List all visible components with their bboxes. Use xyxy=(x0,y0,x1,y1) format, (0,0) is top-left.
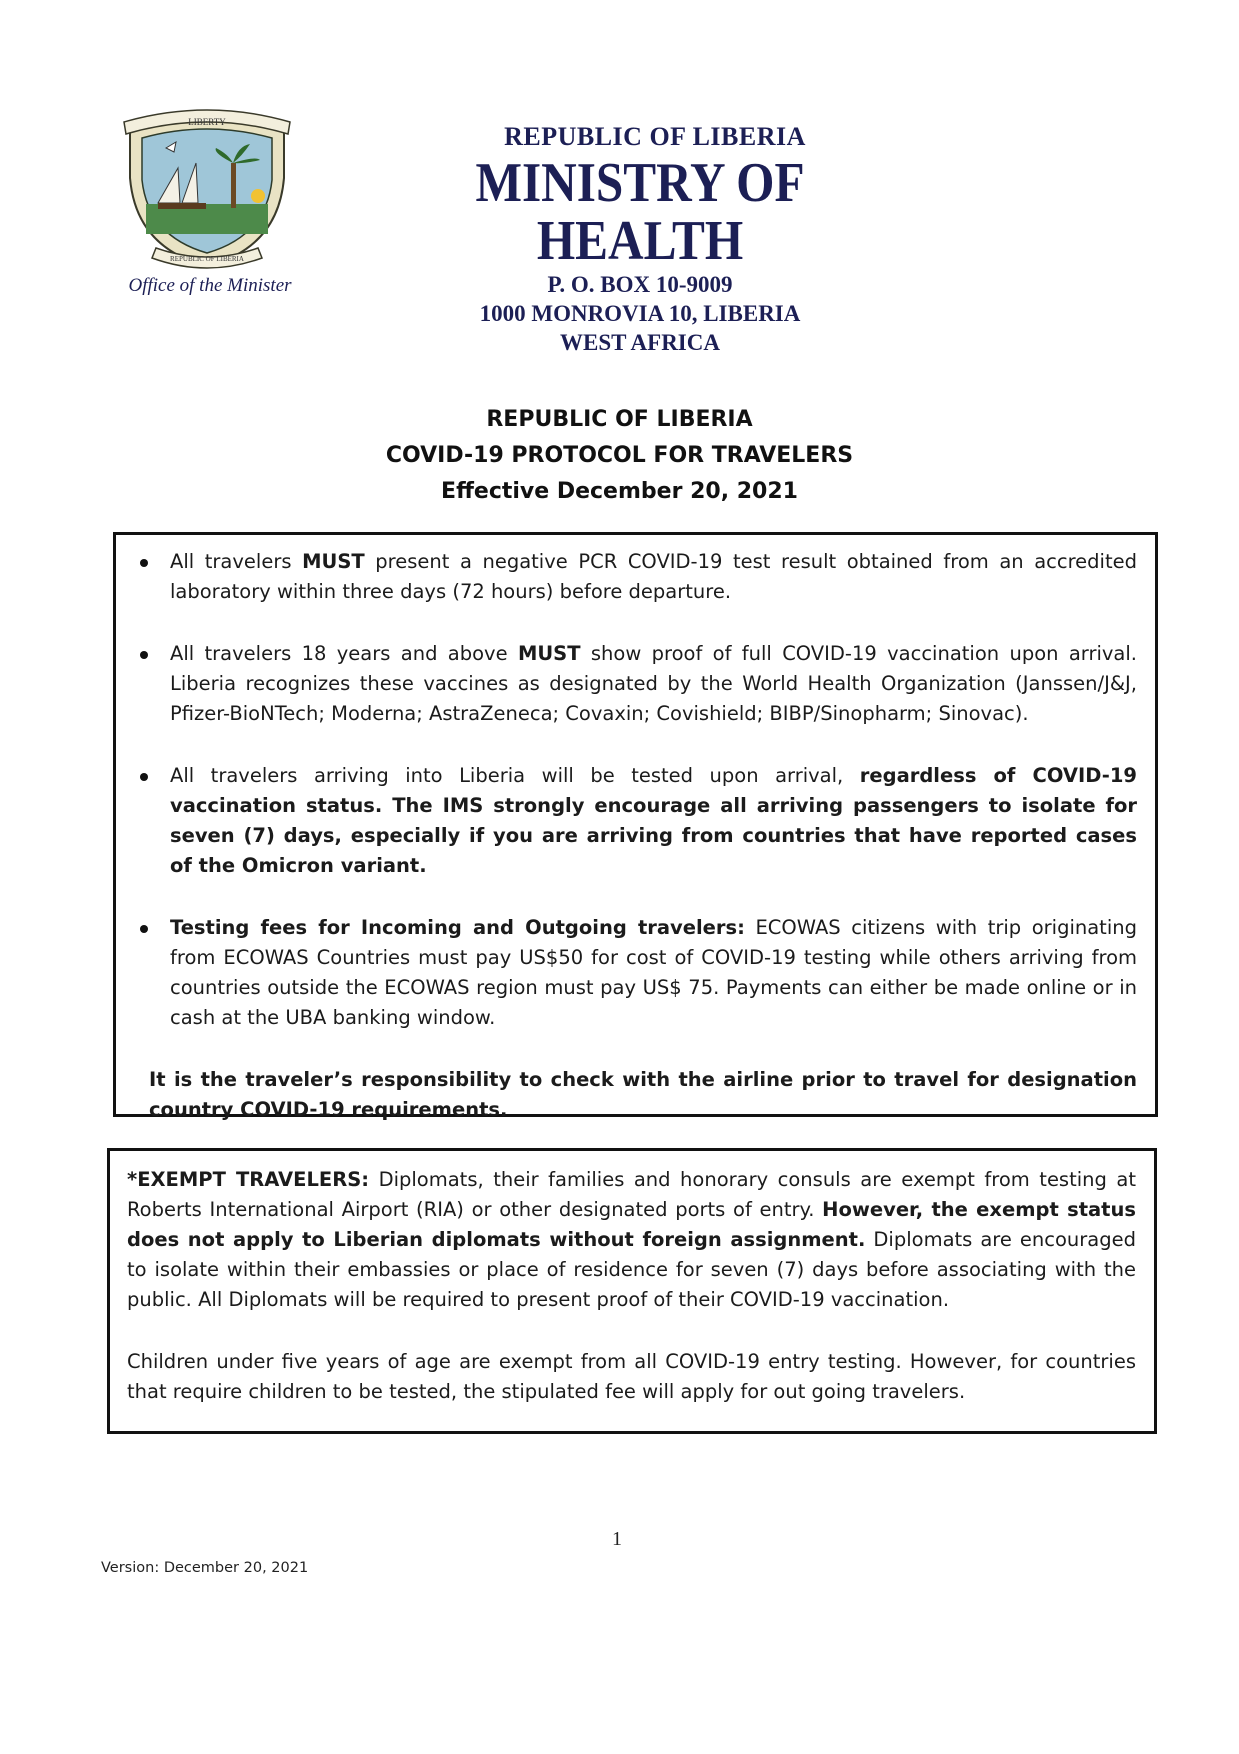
version-label: Version: December 20, 2021 xyxy=(101,1560,309,1576)
bullet-icon xyxy=(140,773,148,781)
liberia-seal-icon xyxy=(118,108,296,274)
office-of-minister-label: Office of the Minister xyxy=(128,275,292,296)
title-line-effective-date: Effective December 20, 2021 xyxy=(441,479,798,504)
protocol-box xyxy=(113,532,1158,1121)
exempt-travelers-box xyxy=(107,1148,1157,1434)
bullet-icon xyxy=(140,651,148,659)
letterhead-address-line: P. O. BOX 10-9009 xyxy=(547,272,733,297)
bullet-icon xyxy=(140,559,148,567)
traveler-responsibility-note: It is the traveler’s responsibility to check with the airline prior to travel for designation country COVID-19 requirements. xyxy=(149,1068,1137,1121)
list-item: All travelers MUST present a negative PCR COVID-19 test result obtained from an accredited laboratory within three days (72 hours) before departure. xyxy=(136,547,1137,607)
page-number: 1 xyxy=(612,1528,622,1550)
exempt-diplomats-paragraph: *EXEMPT TRAVELERS: Diplomats, their families and honorary consuls are exempt from testing at Roberts International Airport (RIA) or other designated ports of entry. However, the exempt status does not apply to Liberian diplomats without foreign assignment. Diplomats are encouraged to isolate within their embassies or place of residence for seven (7) days before associating with the public. All Diplomats will be required to present proof of their COVID-19 vaccination. xyxy=(127,1168,1136,1311)
bullet-icon xyxy=(140,925,148,933)
title-line-country: REPUBLIC OF LIBERIA xyxy=(486,407,753,432)
letterhead-ministry: MINISTRY OF HEALTH xyxy=(475,152,805,272)
list-item: All travelers arriving into Liberia will be tested upon arrival, regardless of COVID-19 vaccination status. The IMS strongly encourage all arriving passengers to isolate for seven (7) days, especially if you are arriving from countries that have reported cases of the Omicron variant. xyxy=(136,761,1137,881)
seal-text-top: LIBERTY xyxy=(188,117,226,127)
letterhead-country: REPUBLIC OF LIBERIA xyxy=(504,122,806,151)
list-item: Testing fees for Incoming and Outgoing travelers: ECOWAS citizens with trip originating from ECOWAS Countries must pay US$50 for cost of COVID-19 testing while others arriving from countries outside the ECOWAS region must pay US$ 75. Payments can either be made online or in cash at the UBA banking window. xyxy=(136,913,1137,1033)
letterhead xyxy=(330,122,950,357)
seal-text-bottom: REPUBLIC OF LIBERIA xyxy=(170,255,244,263)
document-title xyxy=(0,402,1239,510)
list-item: All travelers 18 years and above MUST show proof of full COVID-19 vaccination upon arrival. Liberia recognizes these vaccines as designated by the World Health Organization (Janssen/J&J, Pfizer-BioNTech; Moderna; AstraZeneca; Covaxin; Covishield; BIBP/Sinopharm; Sinovac). xyxy=(136,639,1137,729)
exempt-children-paragraph: Children under five years of age are exempt from all COVID-19 entry testing. However, for countries that require children to be tested, the stipulated fee will apply for out going travelers. xyxy=(127,1350,1136,1403)
title-line-protocol: COVID-19 PROTOCOL FOR TRAVELERS xyxy=(385,443,854,468)
letterhead-address-line: 1000 MONROVIA 10, LIBERIA xyxy=(479,301,801,326)
letterhead-address-line: WEST AFRICA xyxy=(560,330,720,355)
